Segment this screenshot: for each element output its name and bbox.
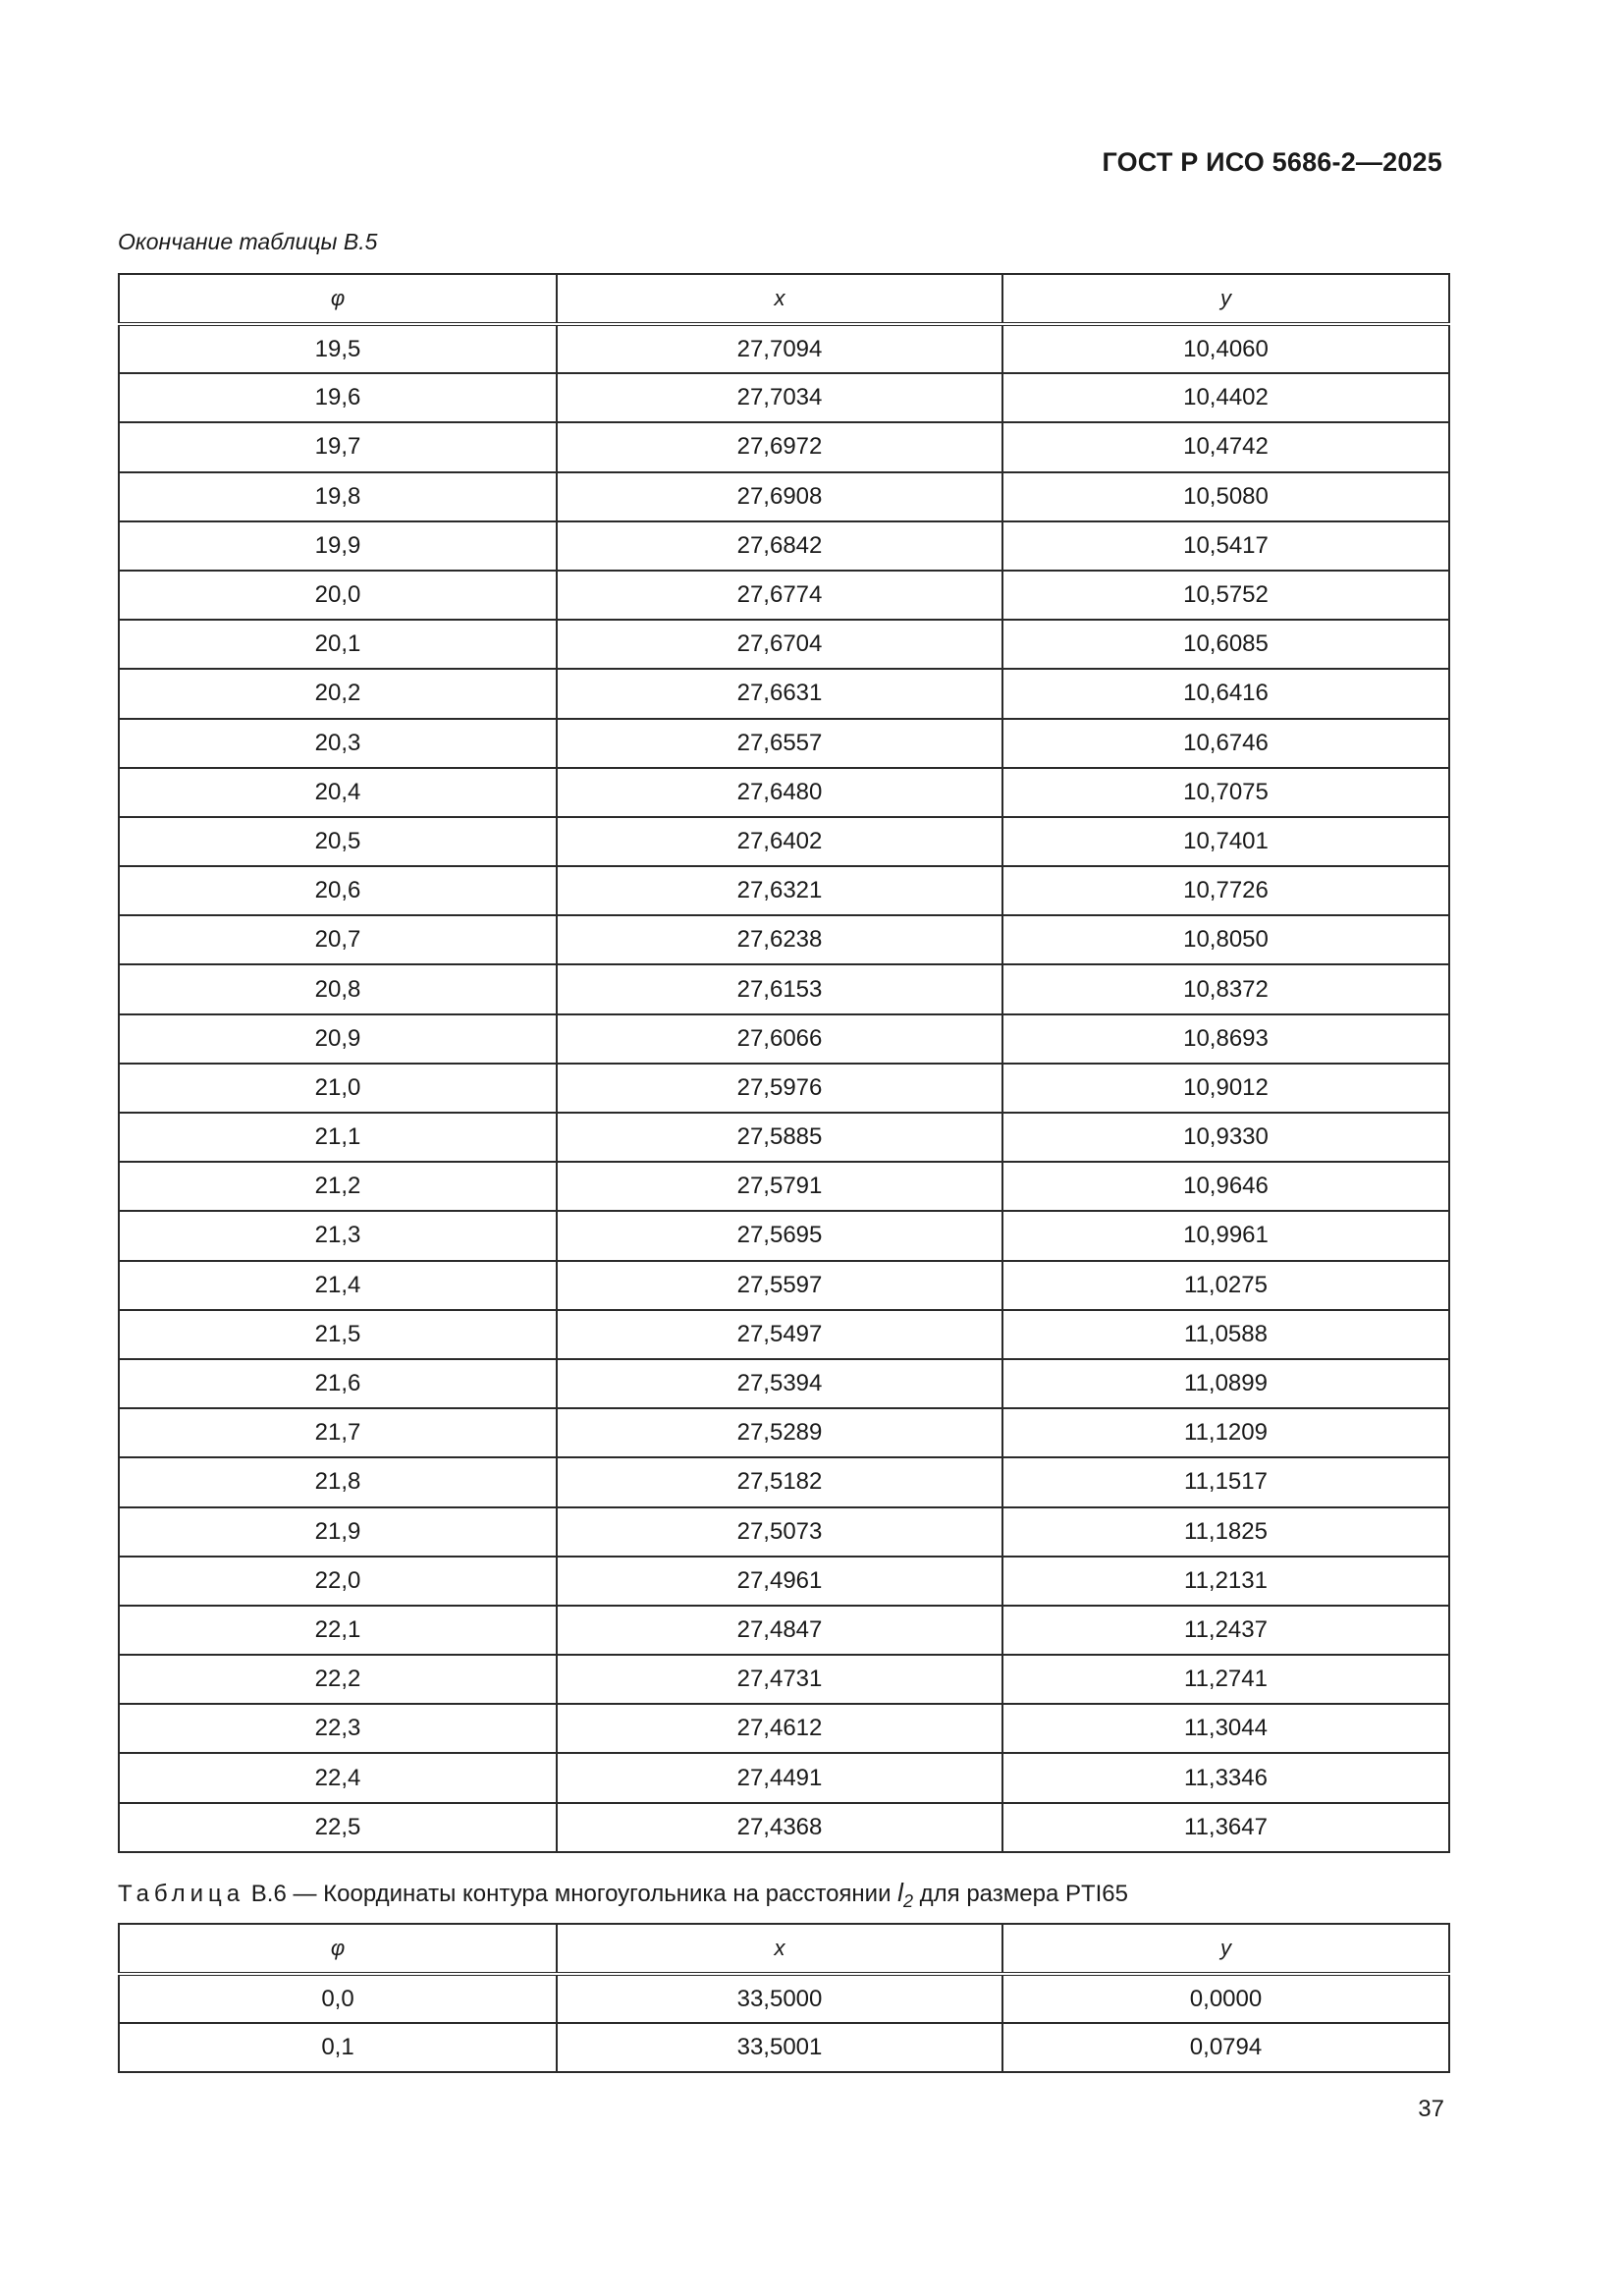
table-row	[119, 521, 1449, 571]
cell-x: 27,5289	[557, 1408, 1002, 1457]
cell-x: 27,6908	[557, 472, 1002, 521]
cell-x: 27,6153	[557, 964, 1002, 1013]
distance-symbol: $l_2$	[897, 1878, 913, 1912]
cell-phi: 19,8	[119, 472, 557, 521]
cell-y: 10,5417	[1002, 521, 1449, 571]
cell-phi: 20,9	[119, 1014, 557, 1064]
cell-x: 27,5791	[557, 1162, 1002, 1211]
cell-phi: 21,3	[119, 1211, 557, 1260]
cell-phi: 0,0	[119, 1974, 557, 2023]
cell-phi: 22,4	[119, 1753, 557, 1802]
cell-y: 10,5752	[1002, 571, 1449, 620]
cell-x: 27,6066	[557, 1014, 1002, 1064]
table-header-row	[119, 1924, 1449, 1974]
cell-y: 10,8050	[1002, 915, 1449, 964]
cell-x: 27,4961	[557, 1557, 1002, 1606]
table-row	[119, 1974, 1449, 2023]
table-row	[119, 1310, 1449, 1359]
cell-y: 10,7075	[1002, 768, 1449, 817]
cell-y: 11,1517	[1002, 1457, 1449, 1506]
cell-y: 10,4060	[1002, 324, 1449, 373]
table-row	[119, 324, 1449, 373]
document-header: ГОСТ Р ИСО 5686-2—2025	[1102, 147, 1442, 177]
cell-y: 10,9961	[1002, 1211, 1449, 1260]
cell-phi: 22,2	[119, 1655, 557, 1704]
cell-x: 27,4491	[557, 1753, 1002, 1802]
coordinates-table-b5	[118, 273, 1450, 1853]
table-row	[119, 1457, 1449, 1506]
cell-phi: 21,9	[119, 1507, 557, 1557]
cell-y: 0,0000	[1002, 1974, 1449, 2023]
cell-phi: 20,8	[119, 964, 557, 1013]
cell-x: 27,7034	[557, 373, 1002, 422]
cell-y: 0,0794	[1002, 2023, 1449, 2072]
cell-y: 10,7401	[1002, 817, 1449, 866]
cell-y: 10,7726	[1002, 866, 1449, 915]
table-row	[119, 669, 1449, 718]
cell-x: 27,6238	[557, 915, 1002, 964]
table-row	[119, 1408, 1449, 1457]
cell-y: 10,8372	[1002, 964, 1449, 1013]
column-header-x: x	[557, 274, 1002, 324]
cell-x: 27,6631	[557, 669, 1002, 718]
cell-phi: 21,2	[119, 1162, 557, 1211]
cell-x: 33,5001	[557, 2023, 1002, 2072]
cell-phi: 19,6	[119, 373, 557, 422]
cell-y: 10,4742	[1002, 422, 1449, 471]
column-header-y: y	[1002, 1924, 1449, 1974]
cell-x: 27,6972	[557, 422, 1002, 471]
cell-phi: 20,6	[119, 866, 557, 915]
cell-y: 10,9330	[1002, 1113, 1449, 1162]
cell-phi: 20,0	[119, 571, 557, 620]
cell-x: 27,4612	[557, 1704, 1002, 1753]
cell-x: 27,4731	[557, 1655, 1002, 1704]
cell-phi: 20,7	[119, 915, 557, 964]
cell-x: 27,5976	[557, 1064, 1002, 1113]
cell-x: 27,5497	[557, 1310, 1002, 1359]
table-row	[119, 422, 1449, 471]
table-row	[119, 915, 1449, 964]
cell-phi: 20,1	[119, 620, 557, 669]
table-header-row	[119, 274, 1449, 324]
cell-phi: 21,5	[119, 1310, 557, 1359]
column-header-x: x	[557, 1924, 1002, 1974]
table-row	[119, 1014, 1449, 1064]
table-continuation-caption: Окончание таблицы В.5	[118, 229, 378, 254]
cell-phi: 19,9	[119, 521, 557, 571]
cell-x: 27,5073	[557, 1507, 1002, 1557]
cell-phi: 22,3	[119, 1704, 557, 1753]
column-header-phi: φ	[119, 1924, 557, 1974]
cell-x: 27,5695	[557, 1211, 1002, 1260]
cell-phi: 19,7	[119, 422, 557, 471]
cell-x: 27,4368	[557, 1803, 1002, 1852]
cell-phi: 21,6	[119, 1359, 557, 1408]
table-row	[119, 1162, 1449, 1211]
cell-y: 11,3044	[1002, 1704, 1449, 1753]
cell-y: 10,6085	[1002, 620, 1449, 669]
cell-y: 10,6416	[1002, 669, 1449, 718]
table-row	[119, 1557, 1449, 1606]
cell-y: 10,9646	[1002, 1162, 1449, 1211]
cell-phi: 22,1	[119, 1606, 557, 1655]
cell-x: 27,5885	[557, 1113, 1002, 1162]
cell-x: 27,5394	[557, 1359, 1002, 1408]
cell-y: 11,1825	[1002, 1507, 1449, 1557]
cell-y: 11,2437	[1002, 1606, 1449, 1655]
table-row	[119, 1803, 1449, 1852]
cell-phi: 22,0	[119, 1557, 557, 1606]
cell-x: 27,6321	[557, 866, 1002, 915]
cell-phi: 21,0	[119, 1064, 557, 1113]
table-row	[119, 866, 1449, 915]
cell-x: 27,6557	[557, 719, 1002, 768]
cell-x: 27,6842	[557, 521, 1002, 571]
cell-x: 27,6704	[557, 620, 1002, 669]
table-row	[119, 1507, 1449, 1557]
cell-x: 27,6480	[557, 768, 1002, 817]
cell-y: 11,2131	[1002, 1557, 1449, 1606]
column-header-phi: φ	[119, 274, 557, 324]
table-row	[119, 571, 1449, 620]
cell-phi: 22,5	[119, 1803, 557, 1852]
table-row	[119, 817, 1449, 866]
table-caption-word: Таблица	[118, 1881, 245, 1907]
table-caption-text: В.6 — Координаты контура многоугольника на расстоянии	[250, 1881, 892, 1907]
cell-x: 27,6402	[557, 817, 1002, 866]
cell-phi: 0,1	[119, 2023, 557, 2072]
page-number: 37	[1418, 2096, 1444, 2122]
cell-x: 27,5597	[557, 1261, 1002, 1310]
column-header-y: y	[1002, 274, 1449, 324]
table-row	[119, 620, 1449, 669]
cell-phi: 20,5	[119, 817, 557, 866]
table-row	[119, 1359, 1449, 1408]
cell-phi: 21,4	[119, 1261, 557, 1310]
cell-x: 27,7094	[557, 324, 1002, 373]
cell-phi: 20,4	[119, 768, 557, 817]
cell-x: 27,6774	[557, 571, 1002, 620]
cell-y: 11,1209	[1002, 1408, 1449, 1457]
cell-x: 33,5000	[557, 1974, 1002, 2023]
table-row	[119, 768, 1449, 817]
cell-y: 10,9012	[1002, 1064, 1449, 1113]
coordinates-table-b6	[118, 1923, 1450, 2073]
table-row	[119, 1655, 1449, 1704]
cell-y: 11,0275	[1002, 1261, 1449, 1310]
table-row	[119, 472, 1449, 521]
cell-y: 10,8693	[1002, 1014, 1449, 1064]
cell-y: 11,0899	[1002, 1359, 1449, 1408]
cell-phi: 20,2	[119, 669, 557, 718]
cell-phi: 19,5	[119, 324, 557, 373]
table-caption-tail: для размера PTI65	[919, 1881, 1128, 1907]
cell-phi: 21,1	[119, 1113, 557, 1162]
table-row	[119, 964, 1449, 1013]
table-row	[119, 2023, 1449, 2072]
table-row	[119, 1704, 1449, 1753]
cell-y: 10,4402	[1002, 373, 1449, 422]
cell-phi: 21,7	[119, 1408, 557, 1457]
table-row	[119, 1753, 1449, 1802]
cell-x: 27,5182	[557, 1457, 1002, 1506]
table-row	[119, 719, 1449, 768]
table-row	[119, 1606, 1449, 1655]
cell-y: 11,2741	[1002, 1655, 1449, 1704]
cell-phi: 21,8	[119, 1457, 557, 1506]
table-b6-caption	[118, 1878, 1128, 1912]
table-row	[119, 1113, 1449, 1162]
table-row	[119, 1064, 1449, 1113]
cell-phi: 20,3	[119, 719, 557, 768]
cell-y: 11,3647	[1002, 1803, 1449, 1852]
cell-y: 11,3346	[1002, 1753, 1449, 1802]
table-row	[119, 373, 1449, 422]
table-row	[119, 1211, 1449, 1260]
cell-y: 10,5080	[1002, 472, 1449, 521]
cell-y: 10,6746	[1002, 719, 1449, 768]
cell-y: 11,0588	[1002, 1310, 1449, 1359]
cell-x: 27,4847	[557, 1606, 1002, 1655]
distance-subscript: 2	[902, 1891, 913, 1912]
table-row	[119, 1261, 1449, 1310]
